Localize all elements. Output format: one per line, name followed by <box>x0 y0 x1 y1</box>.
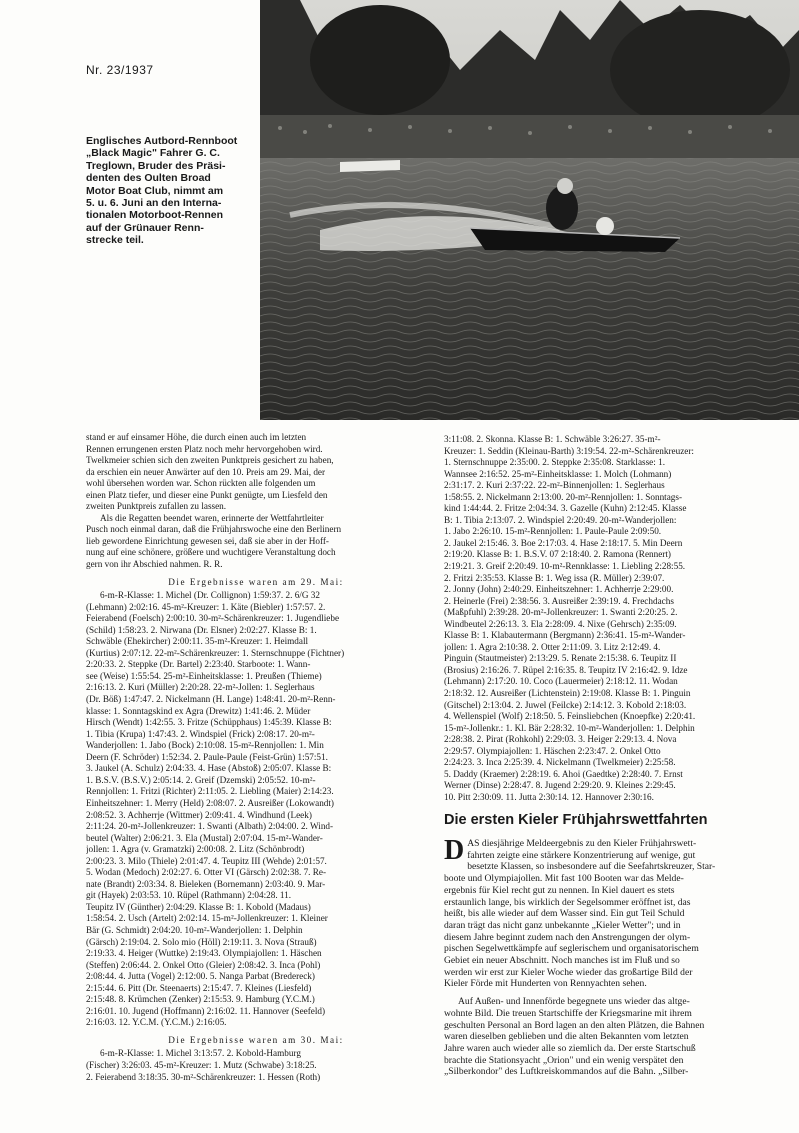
result-line: Einheitszehner: 1. Merry (Held) 2:08:07. 2. Ausreißer (Lokowandt) <box>86 797 334 808</box>
article-line: erstaunlich lange, bis wirklich der Segelsommer eröffnet ist, das <box>444 896 691 908</box>
text-line: einen Platz tiefer, und dieser eine Punkt genügte, um Liesfeld den <box>86 489 328 500</box>
text-line: Pusch noch einmal daran, daß die Frühjahrswoche eine den Berlinern <box>86 524 342 535</box>
text-line: Rennen errungenen ersten Platz noch mehr hervorgehoben wird. <box>86 443 323 454</box>
article-line: werden wir erst zur Kieler Woche wieder das großartige Bild der <box>444 966 693 978</box>
result-line: 1:58:54. 2. Usch (Artelt) 2:02:14. 15-m²-Jollenkreuzer: 1. Kleiner <box>86 913 328 924</box>
result-line: (Kurtius) 2:07:12. 22-m²-Schärenkreuzer: 1. Sternschnuppe (Fichtner) <box>86 647 345 658</box>
result-line: 1. B.S.V. (B.S.V.) 2:05:14. 2. Greif (Dzemski) 2:05:52. 10-m²- <box>86 774 316 785</box>
result-line: 2:15:44. 6. Pitt (Dr. Steenaerts) 2:15:47. 7. Kleines (Liesfeld) <box>86 982 312 993</box>
result-line: 2:16:01. 10. Jugend (Hoffmann) 2:16:02. 11. Hannover (Seefeld) <box>86 1005 326 1016</box>
article-line: Auf Außen- und Innenförde begegnete uns wieder das altge- <box>458 996 690 1008</box>
boat-race-photo <box>260 0 799 420</box>
result-line: 6-m-R-Klasse: 1. Michel 3:13:57. 2. Kobold-Hamburg <box>100 1048 301 1059</box>
result-line: 2:15:48. 8. Krümchen (Zenker) 2:15:53. 9. Hamburg (Y.C.M.) <box>86 994 315 1005</box>
caption-line: Treglown, Bruder des Präsi- <box>86 159 226 172</box>
result-line: 2:16:13. 2. Kuri (Müller) 2:20:28. 22-m²-Jollen: 1. Seglerhaus <box>86 682 315 693</box>
result-line: jollen: 1. Agra 2:10:38. 2. Otter 2:11:09. 3. Litz 2:12:49. 4. <box>444 641 661 652</box>
result-line: 2:24:23. 3. Inca 2:25:39. 4. Nickelmann (Twelkmeier) 2:25:58. <box>444 757 676 768</box>
result-line: 2:08:44. 4. Jutta (Vogel) 2:12:00. 5. Nanga Parbat (Bredereck) <box>86 971 315 982</box>
result-line: kind 1:44:44. 2. Fritze 2:04:34. 3. Gazelle (Kuhn) 2:12:45. Klasse <box>444 503 687 514</box>
result-line: Deern (F. Schröder) 1:52:34. 2. Paule-Paule (Feist-Grün) 1:57:51. <box>86 751 328 762</box>
result-line: Kreuzer: 1. Seddin (Kleinau-Barth) 3:19:54. 22-m²-Schärenkreuzer: <box>444 445 694 456</box>
result-line: 5. Wodan (Medoch) 2:02:27. 6. Otter VI (Gärsch) 2:02:38. 7. Re- <box>86 867 327 878</box>
result-line: Hirsch (Wendt) 1:42:55. 3. Fritze (Schüpphaus) 1:45:39. Klasse B: <box>86 717 332 728</box>
caption-line: „Black Magic" Fahrer G. C. <box>86 147 220 160</box>
result-line: 2:19:20. Klasse B: 1. B.S.V. 07 2:18:40. 2. Ramona (Rennert) <box>444 549 671 560</box>
article-line: pischen Segelwettkämpfe auf seglerischem und organisatorischem <box>444 943 699 955</box>
result-line: Bär (G. Schmidt) 2:04:20. 10-m²-Wanderjollen: 1. Delphin <box>86 924 303 935</box>
article-line: fahrten zeigte eine stärkere Konzentrierung auf wenige, gut <box>467 849 696 861</box>
results-column-left <box>86 432 426 1083</box>
result-line: 2. Feierabend 3:18:35. 30-m²-Schärenkreuzer: 1. Hessen (Roth) <box>86 1071 321 1082</box>
caption-line: auf der Grünauer Renn- <box>86 221 204 234</box>
result-line: 2:31:17. 2. Kuri 2:37:22. 22-m²-Binnenjollen: 1. Seglerhaus <box>444 480 665 491</box>
article-line: Jahre waren auch wieder alle so ziemlich da. Der erste Startschuß <box>444 1042 696 1054</box>
article-line: besetzte Klassen, so insbesondere auf die Seefahrtskreuzer, Star- <box>467 861 716 873</box>
result-line: beutel (Walter) 2:06:21. 3. Ela (Mustal) 2:07:04. 15-m²-Wander- <box>86 832 323 843</box>
result-line: Wanderjollen: 1. Jabo (Bock) 2:10:08. 15-m²-Rennjollen: 1. Min <box>86 740 324 751</box>
result-line: 5. Daddy (Kraemer) 2:28:19. 6. Ahoi (Gaedtke) 2:28:40. 7. Ernst <box>444 768 683 779</box>
result-line: 2. Jaukel 2:15:46. 3. Boe 2:17:03. 4. Hase 2:18:17. 5. Min Deern <box>444 537 683 548</box>
result-line: 15-m²-Jollenkr.: 1. Kl. Bär 2:28:32. 10-m²-Wanderjollen: 1. Delphin <box>444 722 695 733</box>
result-line: Windbeutel 2:26:13. 3. Ela 2:28:09. 4. Nixe (Gehrsch) 2:35:09. <box>444 618 677 629</box>
article-line: geschulten Personal an Bord lagen an den alten Plätzen, die Bahnen <box>444 1019 705 1031</box>
article-line: boote und Olympiajollen. Mit fast 100 Booten war das Melde- <box>444 873 684 885</box>
caption-line: tionalen Motorboot-Rennen <box>86 209 224 222</box>
result-line: 2:11:24. 20-m²-Jollenkreuzer: 1. Swanti (Albath) 2:04:00. 2. Wind- <box>86 821 334 832</box>
result-line: nate (Brandt) 2:03:34. 8. Bieleken (Bornemann) 2:03:40. 9. Mar- <box>86 878 326 889</box>
results-column-right <box>444 434 782 804</box>
result-line: Schwäble (Ehekircher) 2:00:11. 35-m²-Kreuzer: 1. Heimdall <box>86 636 309 647</box>
result-line: 2:16:03. 12. Y.C.M. (Y.C.M.) 2:16:05. <box>86 1017 227 1028</box>
result-line: Feierabend (Foelsch) 2:00:10. 30-m²-Schärenkreuzer: 1. Jugendliebe <box>86 613 340 624</box>
result-line: git (Hayek) 2:03:53. 10. Rüpel (Rathmann) 2:04:28. 11. <box>86 890 292 901</box>
result-line: Wannsee 2:16:52. 25-m²-Einheitsklasse: 1. Molch (Lohmann) <box>444 468 672 479</box>
article-body <box>444 835 782 1078</box>
caption-line: strecke teil. <box>86 234 144 247</box>
result-line: 2. Jonny (John) 2:40:29. Einheitszehner: 1. Achherrje 2:29:00. <box>444 584 674 595</box>
result-line: Pinguin (Stautmeister) 2:13:29. 5. Renate 2:15:38. 6. Teupitz II <box>444 653 677 664</box>
result-line: 2:19:33. 4. Heiger (Wuttke) 2:19:43. Olympiajollen: 1. Häschen <box>86 948 322 959</box>
article-line: ergebnis für Kiel recht gut zu nennen. In Kiel dauert es stets <box>444 884 675 896</box>
result-line: 2:29:57. Olympiajollen: 1. Häschen 2:23:47. 2. Onkel Otto <box>444 745 661 756</box>
result-line: (Maßpfuhl) 2:39:28. 20-m²-Jollenkreuzer: 1. Swanti 2:20:25. 2. <box>444 607 678 618</box>
article-line: brachte die Stationsyacht „Orion" und ein wenig verspätet den <box>444 1054 684 1066</box>
result-line: see (Weise) 1:55:54. 25-m²-Einheitsklasse: 1. Preußen (Thieme) <box>86 670 322 681</box>
result-line: (Gitschel) 2:13:04. 2. Juwel (Feilcke) 2:14:12. 3. Kobold 2:18:03. <box>444 699 687 710</box>
article-line: wohnte Bild. Die treuen Startschiffe der Kriegsmarine mit ihrem <box>444 1007 692 1019</box>
text-line: zweiten Punktpreis zufallen zu lassen. <box>86 501 227 512</box>
result-line: 2. Fritzi 2:35:53. Klasse B: 1. Weg issa (R. Müller) 2:39:07. <box>444 572 665 583</box>
caption-line: denten des Oulten Broad <box>86 172 211 185</box>
text-line: wohl übersehen worden war. Schon rückten alle folgenden um <box>86 478 316 489</box>
issue-number: Nr. 23/1937 <box>86 63 154 77</box>
article-line: diesem Jahre beginnt zudem nach den Anstrengungen der olym- <box>444 931 691 943</box>
article-line: AS diesjährige Meldeergebnis zu den Kieler Frühjahrswett- <box>467 838 697 849</box>
text-line: lieb gewordene Einrichtung gewesen sei, daß sie aber in der Hoff- <box>86 535 329 546</box>
text-line: da erschien ein neuer Anwärter auf den 10. Preis am 29. Mai, der <box>86 466 326 477</box>
result-line: 2:18:32. 12. Ausreißer (Lichtenstein) 2:19:08. Klasse B: 1. Pinguin <box>444 688 691 699</box>
result-line: 2:00:23. 3. Milo (Thiele) 2:01:47. 4. Teupitz III (Wehde) 2:01:57. <box>86 855 327 866</box>
result-line: 1:58:55. 2. Nickelmann 2:13:00. 20-m²-Rennjollen: 1. Sonntags- <box>444 491 683 502</box>
caption-line: Motor Boat Club, nimmt am <box>86 184 224 197</box>
result-line: (Steffen) 2:06:44. 2. Onkel Otto (Gleier) 2:08:42. 3. Inca (Pohl) <box>86 959 321 970</box>
article-line: daran trägt das nicht ganz unbekannte „Kieler Wetter"; und in <box>444 919 681 931</box>
result-line: 2:08:52. 3. Achherrje (Wittmer) 2:09:41. 4. Windhund (Leek) <box>86 809 312 820</box>
text-line: nung auf eine schönere, größere und wuchtigere Veranstaltung doch <box>86 547 336 558</box>
article-line: Kieler Förde mit Hunderten von Rennyachten sehen. <box>444 978 647 990</box>
result-line: (Dr. Böß) 1:47:47. 2. Nickelmann (H. Lange) 1:48:41. 20-m²-Renn- <box>86 694 336 705</box>
article-line: heißt, bis alle wieder auf dem Wasser sind. Ein gut Teil Schuld <box>444 908 685 920</box>
result-line: (Lehmann) 2:02:16. 45-m²-Kreuzer: 1. Käte (Biebler) 1:57:57. 2. <box>86 601 326 612</box>
result-line: (Schild) 1:58:23. 2. Nirwana (Dr. Elsner) 2:02:27. Klasse B: 1. <box>86 624 317 635</box>
text-line: gern von ihr Abschied nahmen. R. R. <box>86 559 223 570</box>
result-line: (Lehmann) 2:17:20. 10. Coco (Lauermeier) 2:18:12. 11. Wodan <box>444 676 678 687</box>
result-line: (Gärsch) 2:19:04. 2. Solo mio (Höll) 2:19:11. 3. Nova (Strauß) <box>86 936 317 947</box>
dropcap: D <box>444 835 465 866</box>
result-line: (Brosius) 2:16:26. 7. Rüpel 2:16:35. 8. Teupitz IV 2:16:42. 9. Idze <box>444 664 688 675</box>
text-line: Twelkmeier schien sich den zweiten Punktpreis gesichert zu haben, <box>86 455 334 466</box>
result-line: 10. Pitt 2:30:09. 11. Jutta 2:30:14. 12. Hannover 2:30:16. <box>444 791 654 802</box>
result-line: 2:20:33. 2. Steppke (Dr. Bartel) 2:23:40. Starboote: 1. Wann- <box>86 659 311 670</box>
text-line: stand er auf einsamer Höhe, die durch einen auch im letzten <box>86 432 307 442</box>
caption-line: 5. u. 6. Juni an den Interna- <box>86 197 222 210</box>
result-line: 2:19:21. 3. Greif 2:20:49. 10-m²-Rennklasse: 1. Liebling 2:28:55. <box>444 561 686 572</box>
result-line: 2. Heinerle (Frei) 2:38:56. 3. Ausreißer 2:39:19. 4. Frechdachs <box>444 595 674 606</box>
result-line: 2:28:38. 2. Pirat (Rohkohl) 2:29:03. 3. Heiger 2:29:13. 4. Nova <box>444 734 677 745</box>
photo-caption <box>86 135 251 247</box>
article-title: Die ersten Kieler Frühjahrswettfahrten <box>444 812 708 828</box>
text-line: Als die Regatten beendet waren, erinnerte der Wettfahrtleiter <box>100 512 324 523</box>
article-line: waren dieselben geblieben und die alten Bekannten vom letzten <box>444 1031 689 1043</box>
result-line: 1. Sternschnuppe 2:35:00. 2. Steppke 2:35:08. Starklasse: 1. <box>444 457 665 468</box>
result-line: Werner (Dinse) 2:28:47. 8. Jugend 2:29:20. 9. Kleines 2:29:45. <box>444 780 676 791</box>
result-line: Teupitz IV (Günther) 2:04:29. Klasse B: 1. Kobold (Madaus) <box>86 901 311 912</box>
result-line: 4. Wellenspiel (Wolf) 2:18:50. 5. Feinsliebchen (Knoepfke) 2:20:41. <box>444 711 696 722</box>
result-line: Klasse B: 1. Klabautermann (Bergmann) 2:36:41. 15-m²-Wander- <box>444 630 686 641</box>
result-line: 3. Jaukel (A. Schulz) 2:04:33. 4. Hase (Abstoß) 2:05:07. Klasse B: <box>86 763 332 774</box>
result-line: 6-m-R-Klasse: 1. Michel (Dr. Collignon) 1:59:37. 2. 6/G 32 <box>100 590 320 601</box>
result-line: klasse: 1. Sonntagskind ex Agra (Drewitz) 1:41:46. 2. Müder <box>86 705 311 716</box>
result-line: 1. Tibia (Krupa) 1:47:43. 2. Windspiel (Frick) 2:08:17. 20-m²- <box>86 728 315 739</box>
result-line: B: 1. Tibia 2:13:07. 2. Windspiel 2:20:49. 20-m²-Wanderjollen: <box>444 514 677 525</box>
results-heading-30-mai: Die Ergebnisse waren am 30. Mai: <box>168 1034 344 1045</box>
result-line: 1. Jabo 2:26:10. 15-m²-Rennjollen: 1. Paule-Paule 2:09:50. <box>444 526 662 537</box>
caption-line: Englisches Autbord-Rennboot <box>86 135 238 147</box>
result-line: Rennjollen: 1. Fritzi (Richter) 2:11:05. 2. Liebling (Maier) 2:14:23. <box>86 786 334 797</box>
article-line: „Silberkondor" des Luftkreiskommandos auf die Bahn. „Silber- <box>444 1066 689 1078</box>
result-line: jollen: 1. Agra (v. Gramatzki) 2:00:08. 2. Litz (Schönbrodt) <box>86 844 305 855</box>
result-line: (Fischer) 3:26:03. 45-m²-Kreuzer: 1. Mutz (Schwabe) 3:18:25. <box>86 1059 317 1070</box>
article-line: Gebiet ein neuer Abschnitt. Noch manches ist im Fluß und so <box>444 955 680 967</box>
result-line: 3:11:08. 2. Skonna. Klasse B: 1. Schwäble 3:26:27. 35-m²- <box>444 434 661 444</box>
results-heading-29-mai: Die Ergebnisse waren am 29. Mai: <box>168 576 344 587</box>
